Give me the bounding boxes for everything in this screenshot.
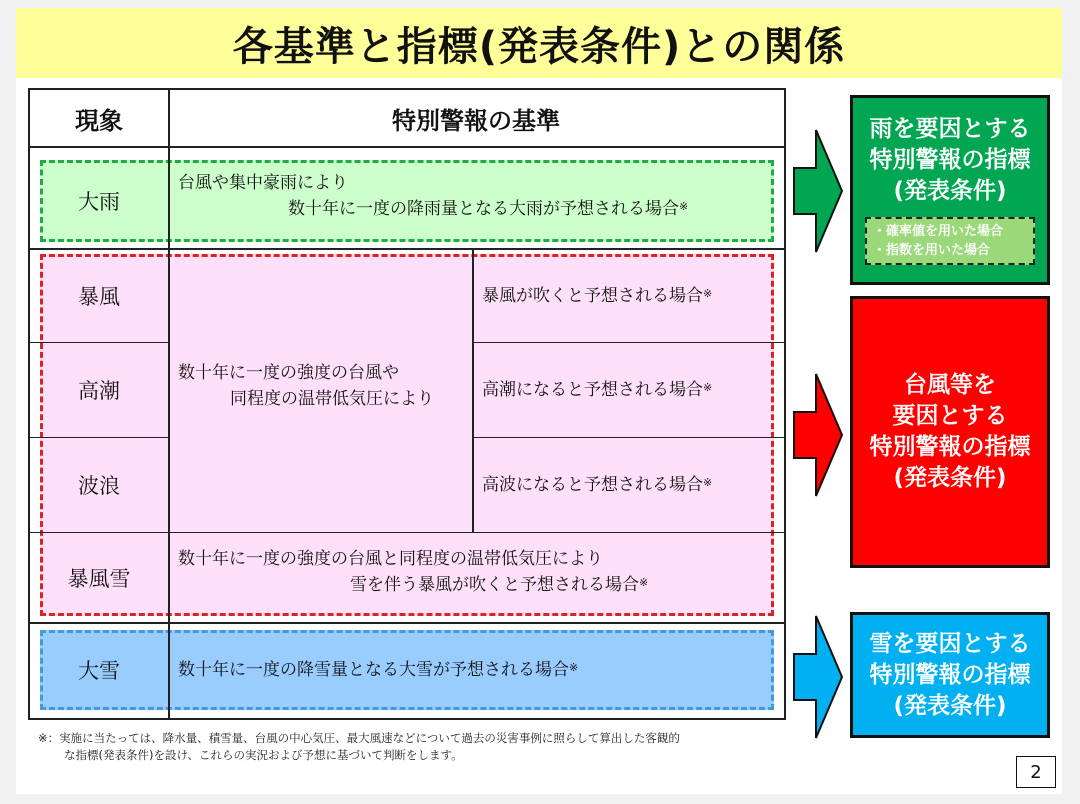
footnote-line1: ※：実施に当たっては、降水量、積雪量、台風の中心気圧、最大風速などについて過去の災害事例に照らして算出した客観的 xyxy=(38,731,680,745)
typhoon-box-line2: 要因とする xyxy=(892,403,1008,429)
column-divider-inner xyxy=(472,248,474,532)
arrow-snow-icon xyxy=(792,612,844,742)
page-number: 2 xyxy=(1016,756,1056,788)
phenomenon-heavy-rain: 大雨 xyxy=(78,190,120,214)
snowstorm-line2: 雪を伴う暴風が吹くと予想される場合 xyxy=(350,575,639,595)
typhoon-box-line4: (発表条件) xyxy=(893,465,1007,491)
high-waves-condition xyxy=(482,438,782,532)
heavy-snow-criteria xyxy=(178,630,778,710)
snow-box-line1: 雪を要因とする xyxy=(869,630,1031,657)
heavy-snow-line1: 数十年に一度の降雪量となる大雪が予想される場合 xyxy=(178,660,569,680)
rain-sub-box xyxy=(865,217,1035,265)
note-mark: ※ xyxy=(703,476,713,489)
arrow-rain-icon xyxy=(792,126,844,256)
storm-surge-condition-text: 高潮になると予想される場合 xyxy=(482,380,703,400)
row-divider xyxy=(30,622,784,624)
note-mark: ※ xyxy=(679,200,689,213)
rain-box-line2: 特別警報の指標 xyxy=(869,147,1031,173)
rain-box-line1: 雨を要因とする xyxy=(869,116,1031,142)
phenomenon-high-waves: 波浪 xyxy=(78,474,120,498)
footnote-line2: な指標(発表条件)を設け、これらの実況および予想に基づいて判断をします。 xyxy=(64,748,463,762)
typhoon-indicator-box xyxy=(850,296,1050,568)
heavy-rain-criteria xyxy=(178,170,778,234)
snow-box-line2: 特別警報の指標 xyxy=(869,661,1031,688)
heavy-rain-line1: 台風や集中豪雨により xyxy=(178,173,348,193)
heavy-rain-line2: 数十年に一度の降雨量となる大雨が予想される場合 xyxy=(288,199,679,219)
storm-condition-text: 暴風が吹くと予想される場合 xyxy=(482,286,703,306)
phenomenon-storm-surge: 高潮 xyxy=(78,379,120,403)
note-mark: ※ xyxy=(639,576,649,589)
footnote xyxy=(38,730,680,764)
rain-sub1: ・確率値を用いた場合 xyxy=(873,224,1004,239)
typhoon-shared-criteria xyxy=(178,360,468,424)
phenomenon-storm: 暴風 xyxy=(78,285,120,309)
typhoon-shared-line2: 同程度の温帯低気圧により xyxy=(230,389,434,409)
storm-condition xyxy=(482,250,782,342)
rain-indicator-box xyxy=(850,95,1050,285)
storm-surge-condition xyxy=(482,343,782,437)
note-mark: ※ xyxy=(569,661,579,674)
typhoon-box-line1: 台風等を xyxy=(904,372,996,398)
page-title: 各基準と指標(発表条件)との関係 xyxy=(16,8,1062,78)
snowstorm-criteria xyxy=(178,546,778,610)
phenomenon-snowstorm: 暴風雪 xyxy=(67,566,131,591)
typhoon-shared-line1: 数十年に一度の強度の台風や xyxy=(178,363,399,383)
rain-sub2: ・指数を用いた場合 xyxy=(873,243,991,258)
snow-indicator-box xyxy=(850,612,1050,738)
phenomenon-heavy-snow: 大雪 xyxy=(78,659,120,683)
header-phenomenon: 現象 xyxy=(30,90,168,148)
snowstorm-line1: 数十年に一度の強度の台風と同程度の温帯低気圧により xyxy=(178,549,603,569)
criteria-table xyxy=(28,88,786,720)
rain-box-line3: (発表条件) xyxy=(893,178,1007,204)
high-waves-condition-text: 高波になると予想される場合 xyxy=(482,475,703,495)
header-criteria: 特別警報の基準 xyxy=(168,90,784,148)
arrow-typhoon-icon xyxy=(792,370,844,500)
typhoon-box-line3: 特別警報の指標 xyxy=(869,434,1031,460)
note-mark: ※ xyxy=(703,381,713,394)
snow-box-line3: (発表条件) xyxy=(893,692,1007,719)
note-mark: ※ xyxy=(703,287,713,300)
